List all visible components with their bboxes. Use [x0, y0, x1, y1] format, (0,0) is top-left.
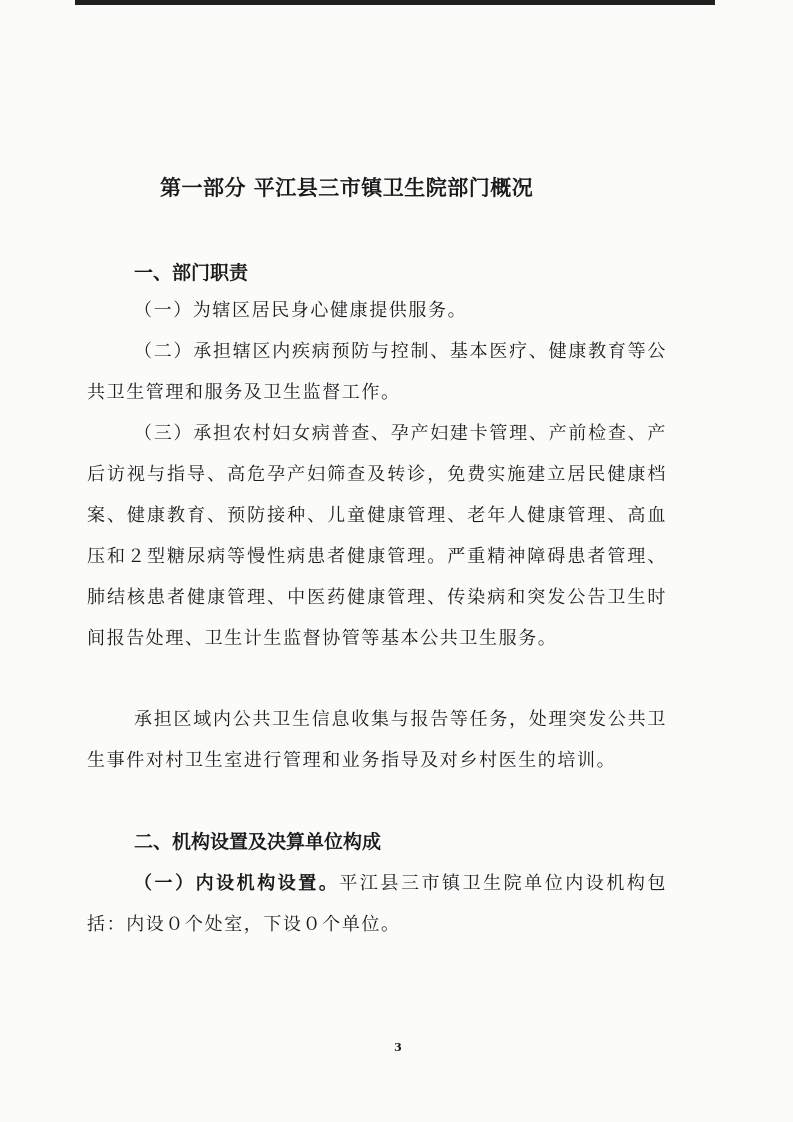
duty-item-2: （二）承担辖区内疾病预防与控制、基本医疗、健康教育等公共卫生管理和服务及卫生监督工作。 — [87, 341, 667, 403]
duty-item-3: （三）承担农村妇女病普查、孕产妇建卡管理、产前检查、产后访视与指导、高危孕产妇筛查及转诊，免费实施建立居民健康档案、健康教育、预防接种、儿童健康管理、老年人健康管理、高血压和２型糖尿病等慢性病患者健康管理。严重精神障碍患者管理、肺结核患者健康管理、中医药健康管理、传染病和突发公告卫生时间报告处理、卫生计生监督协管等基本公共卫生服务。 — [87, 423, 667, 649]
page-number: 3 — [394, 1041, 402, 1054]
duty-item-1: （一）为辖区居民身心健康提供服务。 — [134, 300, 468, 321]
section-heading-duties: 一、部门职责 — [134, 262, 249, 284]
internal-structure-label: （一）内设机构设置。 — [134, 873, 340, 894]
internal-structure-paragraph — [87, 863, 667, 945]
page-title: 第一部分 平江县三市镇卫生院部门概况 — [160, 176, 534, 200]
duty-item-4: 承担区域内公共卫生信息收集与报告等任务，处理突发公共卫生事件对村卫生室进行管理和业务指导及对乡村医生的培训。 — [87, 709, 667, 771]
internal-structure-text: 平江县三市镇卫生院单位内设机构包括：内设０个处室，下设０个单位。 — [87, 873, 667, 935]
section-heading-structure: 二、机构设置及决算单位构成 — [134, 831, 382, 853]
